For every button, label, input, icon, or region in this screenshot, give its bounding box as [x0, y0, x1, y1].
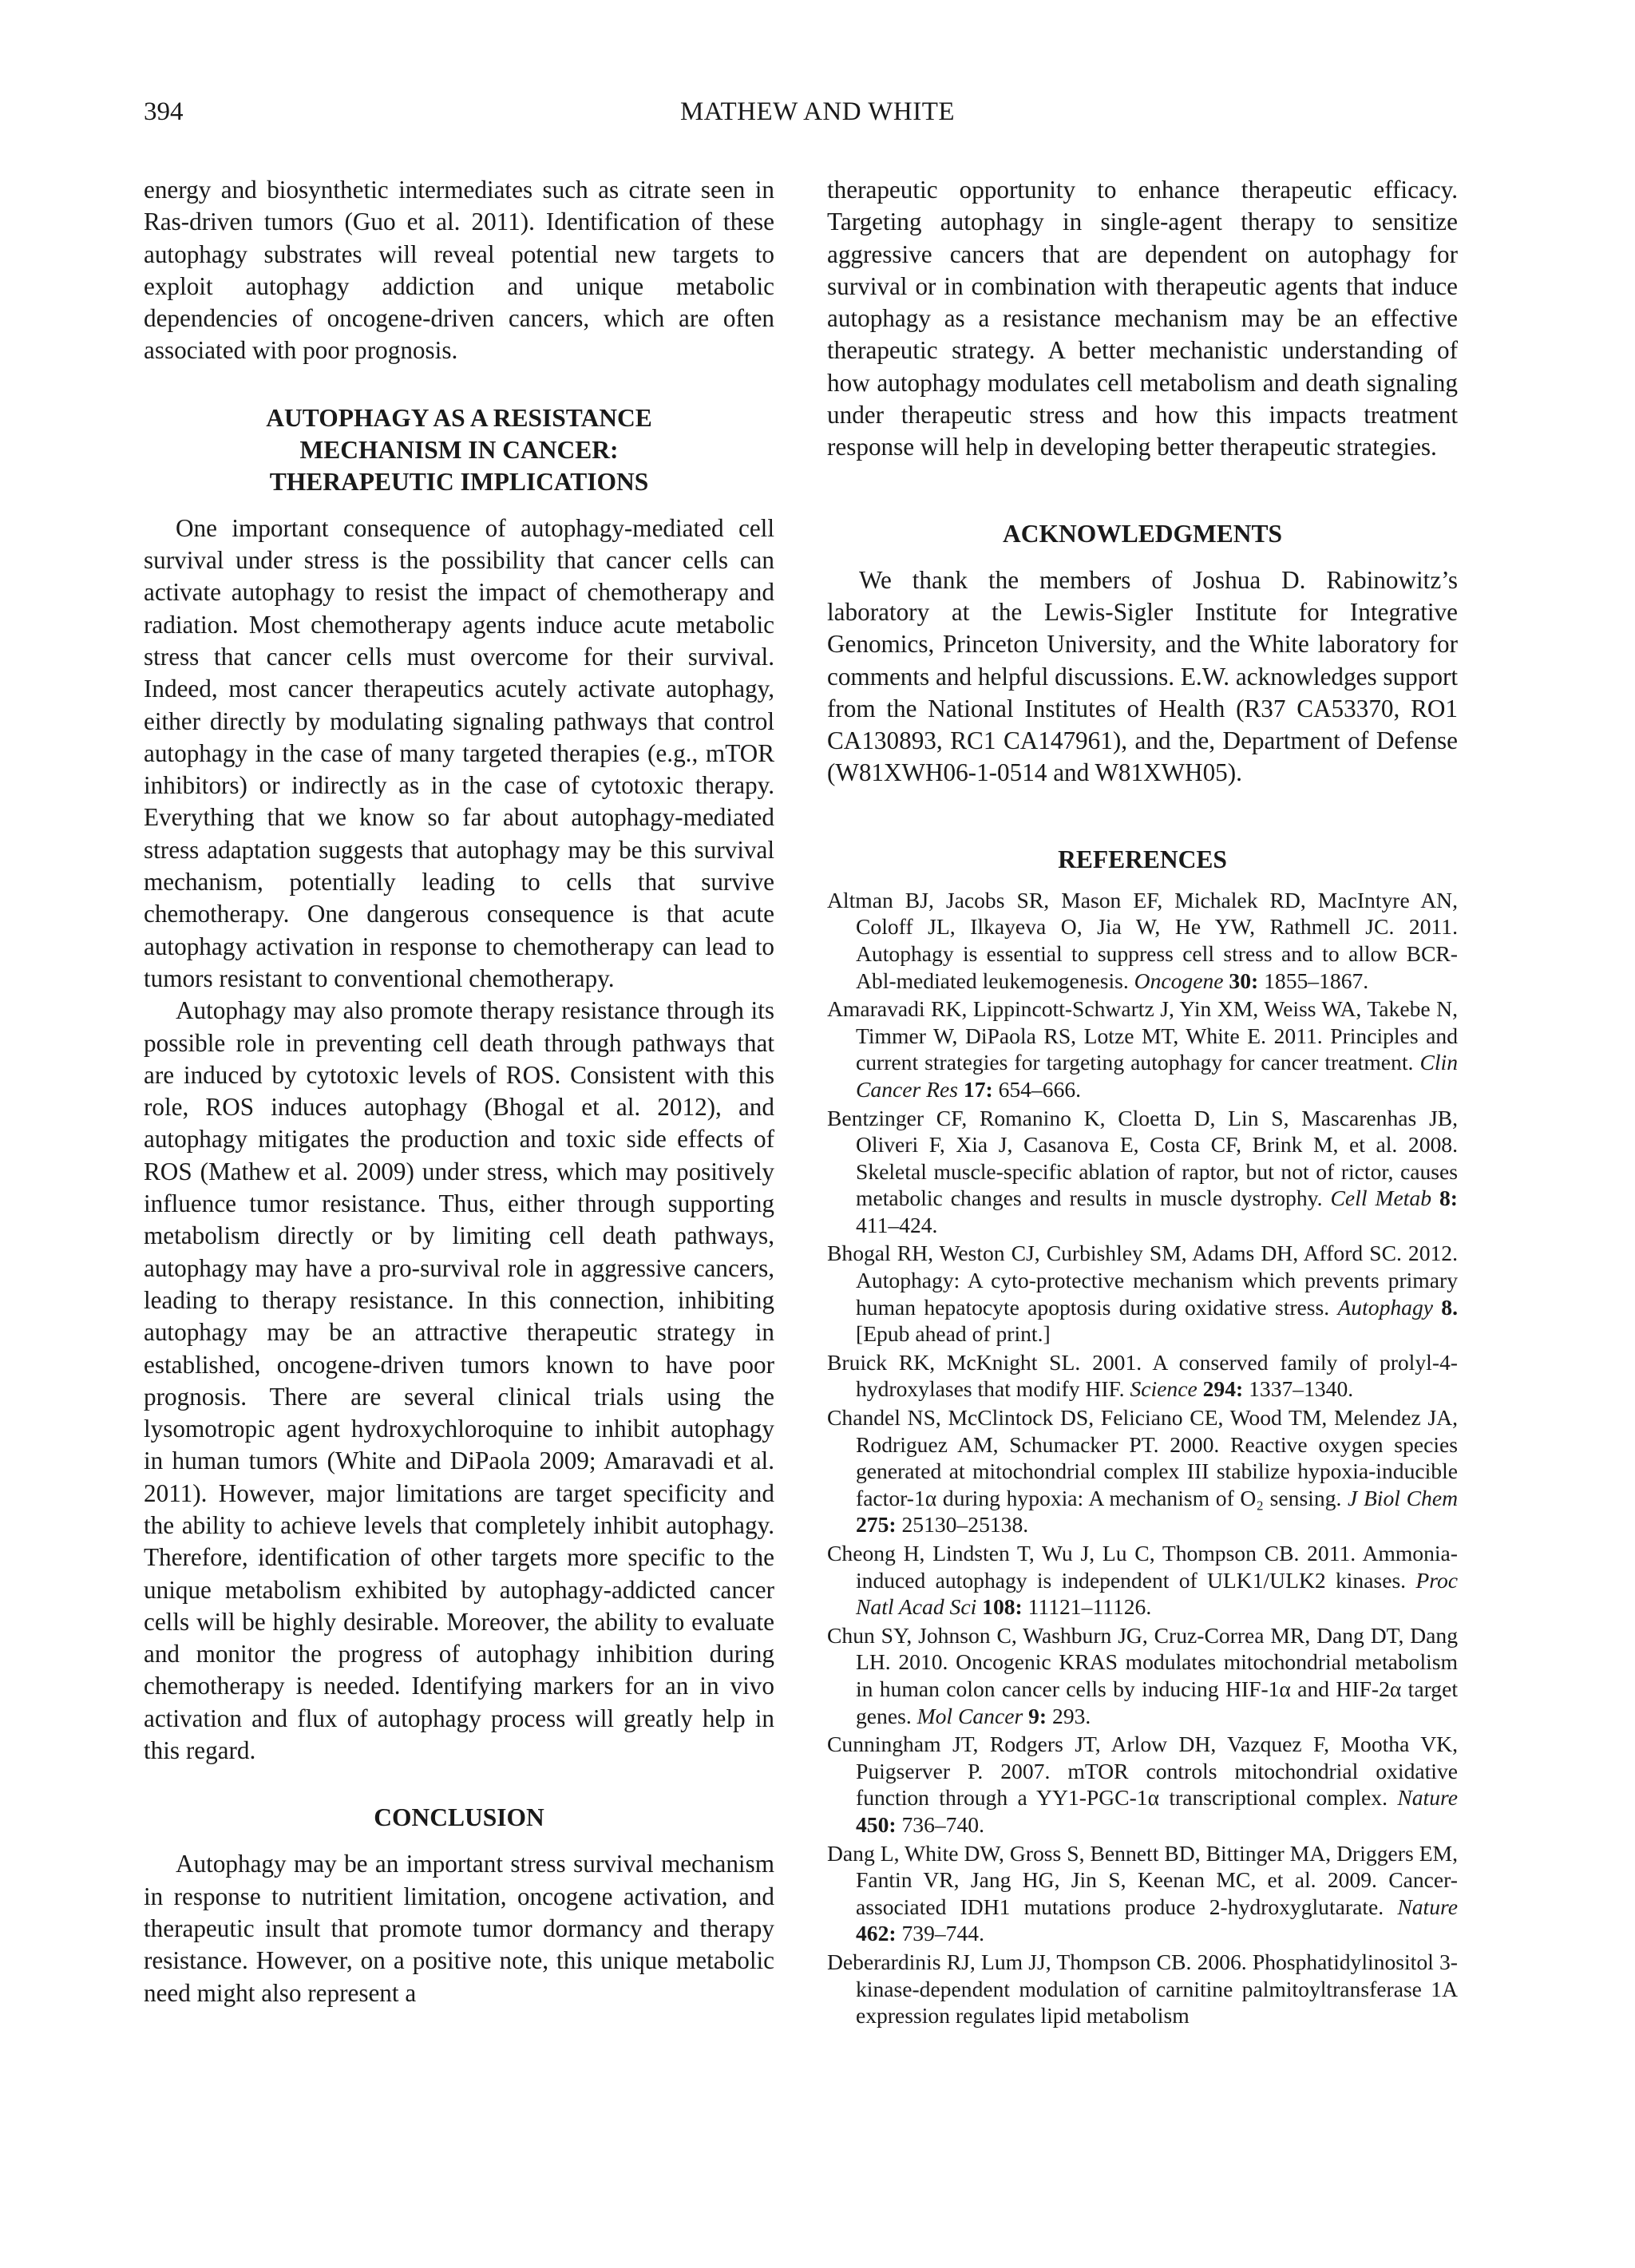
acknowledgments-paragraph: We thank the members of Joshua D. Rabinowitz’s laboratory at the Lewis-Sigler Institute for Integrative Genomics, Princeton University, and the White laboratory for comments and helpful discussions. E.W. acknowledges support from the National Institutes of Health (R37 CA53370, RO1 CA130893, RC1 CA147961), and the, Department of Defense (W81XWH06-1-0514 and W81XWH05). — [827, 565, 1458, 787]
section-heading-resistance — [144, 402, 774, 498]
reference-volume: 450: — [856, 1811, 897, 1837]
reference-volume: 30: — [1229, 968, 1259, 993]
reference-text: Chun SY, Johnson C, Washburn JG, Cruz-Correa MR, Dang DT, Dang LH. 2010. Oncogenic KRAS modulates mitochondrial metabolism in human colon cancer cells by inducing HIF-1α and HIF-2α target genes. — [827, 1622, 1458, 1728]
reference-pages: [Epub ahead of print.] — [856, 1321, 1051, 1347]
reference-pages: 11121–11126. — [1022, 1594, 1152, 1620]
reference-text: Cunningham JT, Rodgers JT, Arlow DH, Vazquez F, Mootha VK, Puigserver P. 2007. mTOR controls mitochondrial oxidative function through a YY1-PGC-1α transcriptional complex. — [827, 1732, 1458, 1811]
reference-item — [827, 1949, 1458, 2029]
conclusion-heading: CONCLUSION — [374, 1803, 544, 1832]
references-heading: REFERENCES — [1058, 845, 1227, 873]
reference-item — [827, 1840, 1458, 1947]
reference-journal: J Biol Chem — [1348, 1485, 1458, 1510]
reference-pages: 411–424. — [856, 1212, 938, 1237]
section-heading-line: AUTOPHAGY AS A RESISTANCE — [266, 403, 652, 432]
body-paragraph: One important consequence of autophagy-mediated cell survival under stress is the possibility that cancer cells can activate autophagy to resist the impact of chemotherapy and radiation. Most chemotherapy agents induce acute metabolic stress that cancer cells must overcome for their survival. Indeed, most cancer therapeutics acutely activate autophagy, either directly by modulating signaling pathways that control autophagy in the case of many targeted therapies (e.g., mTOR inhibitors) or indirectly as in the case of cytotoxic therapy. Everything that we know so far about autophagy-mediated stress adaptation suggests that autophagy may be this survival mechanism, potentially leading to cells that survive chemotherapy. One dangerous consequence is that acute autophagy activation in response to chemotherapy can lead to tumors resistant to conventional chemotherapy. — [144, 513, 774, 992]
reference-volume: 108: — [982, 1594, 1023, 1620]
page-number: 394 — [144, 97, 184, 126]
reference-volume: 8. — [1441, 1294, 1458, 1320]
reference-text: Bentzinger CF, Romanino K, Cloetta D, Lin S, Mascarenhas JB, Oliveri F, Xia J, Casanova E, Costa CF, Brink M, et al. 2008. Skeletal muscle-specific ablation of raptor, but not of rictor, causes metabolic changes and results in muscle dystrophy. — [827, 1105, 1458, 1211]
reference-volume: 462: — [856, 1921, 897, 1946]
reference-volume: 275: — [856, 1512, 897, 1538]
running-head: MATHEW AND WHITE — [679, 97, 956, 126]
reference-text: Chandel NS, McClintock DS, Feliciano CE, Wood TM, Melendez JA, Rodriguez AM, Schumacker PT. 2000. Reactive oxygen species generated at mitochondrial complex III stabilize hypoxia-inducible factor-1α during hypoxia: A mechanism of O₂ sensing. — [827, 1405, 1458, 1510]
section-heading-line: MECHANISM IN CANCER: — [299, 435, 619, 464]
reference-journal: Nature — [1397, 1785, 1458, 1811]
reference-item — [827, 887, 1458, 994]
reference-volume: 294: — [1202, 1376, 1244, 1402]
reference-pages: 736–740. — [896, 1811, 984, 1837]
reference-item — [827, 1540, 1458, 1621]
reference-item — [827, 1731, 1458, 1838]
reference-text: Bruick RK, McKnight SL. 2001. A conserved family of prolyl-4-hydroxylases that modify HIF. — [827, 1349, 1458, 1402]
reference-item — [827, 1622, 1458, 1729]
reference-journal: Proc Natl Acad Sci — [856, 1567, 1458, 1620]
reference-pages: 25130–25138. — [896, 1512, 1029, 1538]
reference-text: Altman BJ, Jacobs SR, Mason EF, Michalek RD, MacIntyre AN, Coloff JL, Ilkayeva O, Jia W, He YW, Rathmell JC. 2011. Autophagy is essential to suppress cell stress and to allow BCR-Abl-mediated leukemogenesis. — [827, 887, 1458, 993]
acknowledgments-heading: ACKNOWLEDGMENTS — [1002, 519, 1283, 548]
reference-journal: Clin Cancer Res — [856, 1050, 1458, 1102]
reference-journal: Mol Cancer — [916, 1703, 1023, 1728]
reference-volume: 9: — [1028, 1703, 1047, 1728]
conclusion-paragraph: Autophagy may be an important stress survival mechanism in response to nutritient limitation, oncogene activation, and therapeutic insult that promote tumor dormancy and therapy resistance. However, on a positive note, this unique metabolic need might also represent a — [144, 1850, 774, 2007]
section-heading-line: THERAPEUTIC IMPLICATIONS — [269, 467, 649, 496]
body-paragraph: Autophagy may also promote therapy resistance through its possible role in preventing cell death through pathways that are induced by cytotoxic levels of ROS. Consistent with this role, ROS induces autophagy (Bhogal et al. 2012), and autophagy mitigates the production and toxic side effects of ROS (Mathew et al. 2009) under stress, which may positively influence tumor resistance. Thus, either through supporting metabolism directly or by limiting cell death pathways, autophagy may have a pro-survival role in aggressive cancers, leading to therapy resistance. In this connection, inhibiting autophagy may be an attractive therapeutic strategy in established, oncogene-driven tumors known to have poor prognosis. There are several clinical trials using the lysomotropic agent hydroxychloroquine to inhibit autophagy in human tumors (White and DiPaola 2009; Amaravadi et al. 2011). However, major limitations are target specificity and the ability to achieve levels that completely inhibit autophagy. Therefore, identification of other targets more specific to the unique metabolism exhibited by autophagy-addicted cancer cells will be highly desirable. Moreover, the ability to evaluate and monitor the progress of autophagy inhibition during chemotherapy is needed. Identifying markers for an in vivo activation and flux of autophagy process will greatly help in this regard. — [144, 996, 774, 1765]
reference-volume: 8: — [1439, 1185, 1458, 1211]
reference-pages: 1337–1340. — [1243, 1376, 1354, 1402]
reference-journal: Autophagy — [1337, 1294, 1434, 1320]
reference-item — [827, 995, 1458, 1102]
reference-pages: 739–744. — [896, 1921, 984, 1946]
right-column — [827, 174, 1458, 2031]
reference-pages: 654–666. — [992, 1076, 1082, 1102]
reference-journal: Cell Metab — [1330, 1185, 1431, 1211]
reference-item — [827, 1349, 1458, 1403]
reference-journal: Nature — [1397, 1894, 1458, 1919]
reference-text: Dang L, White DW, Gross S, Bennett BD, Bittinger MA, Driggers EM, Fantin VR, Jang HG, Jin S, Keenan MC, et al. 2009. Cancer-associated IDH1 mutations produce 2-hydroxyglutarate. — [827, 1840, 1458, 1919]
reference-volume: 17: — [963, 1076, 993, 1102]
reference-item — [827, 1240, 1458, 1347]
reference-text: Amaravadi RK, Lippincott-Schwartz J, Yin XM, Weiss WA, Takebe N, Timmer W, DiPaola RS, Lotze MT, White E. 2011. Principles and current strategies for targeting autophagy for cancer treatment. — [827, 996, 1458, 1075]
reference-text: Bhogal RH, Weston CJ, Curbishley SM, Adams DH, Afford SC. 2012. Autophagy: A cyto-protective mechanism which prevents primary human hepatocyte apoptosis during oxidative stress. — [827, 1241, 1458, 1320]
reference-item — [827, 1404, 1458, 1538]
reference-journal: Science — [1130, 1376, 1198, 1402]
reference-journal: Oncogene — [1134, 968, 1224, 993]
intro-paragraph: energy and biosynthetic intermediates such as citrate seen in Ras-driven tumors (Guo et al. 2011). Identification of these autophagy substrates will reveal potential new targets to exploit autophagy addiction and unique metabolic dependencies of oncogene-driven cancers, which are often associated with poor prognosis. — [144, 176, 774, 365]
reference-text: Cheong H, Lindsten T, Wu J, Lu C, Thompson CB. 2011. Ammonia-induced autophagy is independent of ULK1/ULK2 kinases. — [827, 1541, 1458, 1593]
left-column — [144, 174, 774, 2009]
reference-pages: 1855–1867. — [1258, 968, 1369, 993]
reference-list — [827, 887, 1458, 2029]
continuation-paragraph: therapeutic opportunity to enhance therapeutic efficacy. Targeting autophagy in single-agent therapy to sensitize aggressive cancers that are dependent on autophagy for survival or in combination with therapeutic agents that induce autophagy as a resistance mechanism may be an effective therapeutic strategy. A better mechanistic understanding of how autophagy modulates cell metabolism and death signaling under therapeutic stress and how this impacts treatment response will help in developing better therapeutic strategies. — [827, 176, 1458, 461]
reference-pages: 293. — [1047, 1703, 1091, 1728]
reference-text: Deberardinis RJ, Lum JJ, Thompson CB. 2006. Phosphatidylinositol 3-kinase-dependent modulation of carnitine palmitoyltransferase 1A expression regulates lipid metabolism — [827, 1949, 1458, 2029]
reference-item — [827, 1105, 1458, 1239]
